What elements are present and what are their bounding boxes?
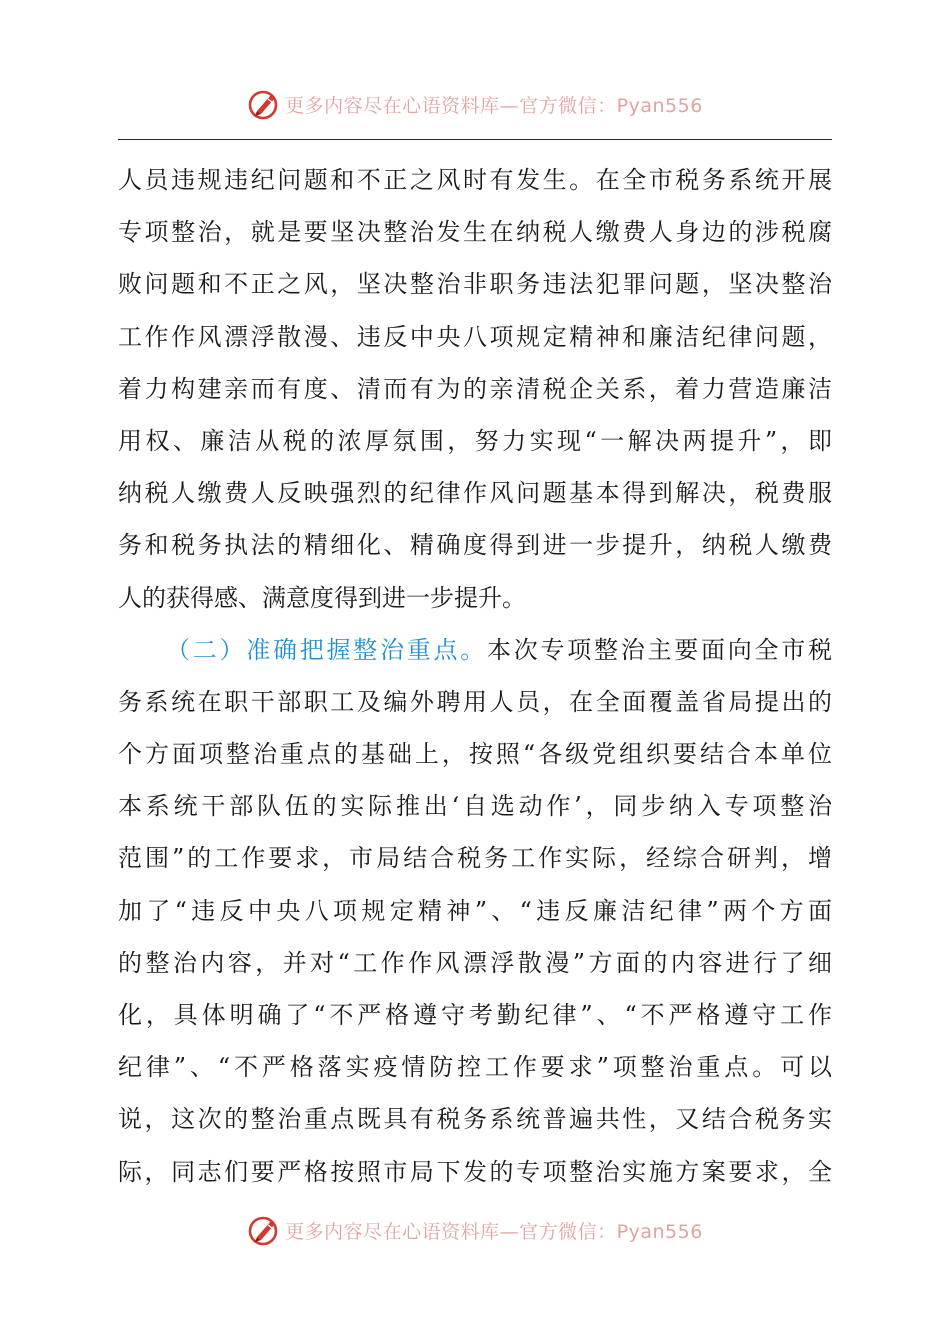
- text-line: 本系统干部队伍的实际推出‘自选动作’，同步纳入专项整治: [118, 792, 832, 821]
- text-line: 纪律”、“不严格落实疫情防控工作要求”项整治重点。可以: [118, 1053, 832, 1082]
- text-line: 个方面项整治重点的基础上，按照“各级党组织要结合本单位: [118, 740, 832, 769]
- pen-nib-logo-icon: [247, 87, 281, 121]
- wechat-id: Pyan556: [616, 1220, 703, 1243]
- text-line: 工作作风漂浮散漫、违反中央八项规定精神和廉洁纪律问题，: [118, 322, 832, 351]
- text-line: 用权、廉洁从税的浓厚氛围，努力实现“一解决两提升”，即: [118, 426, 832, 455]
- header-banner: [0, 84, 950, 124]
- footer-banner: [0, 1210, 950, 1250]
- text-line: 专项整治，就是要坚决整治发生在纳税人缴费人身边的涉税腐: [118, 218, 832, 247]
- text-line: 务和税务执法的精细化、精确度得到进一步提升，纳税人缴费: [118, 531, 832, 560]
- header-divider: [118, 139, 832, 140]
- text-line: 际，同志们要严格按照市局下发的专项整治实施方案要求，全: [118, 1157, 832, 1186]
- text-line: 人员违规违纪问题和不正之风时有发生。在全市税务系统开展: [118, 166, 832, 194]
- text-line: 务系统在职干部职工及编外聘用人员，在全面覆盖省局提出的: [118, 687, 832, 716]
- footer-banner-text: 更多内容尽在心语资料库—官方微信：Pyan556: [285, 1220, 703, 1243]
- pen-nib-logo-icon: [247, 1213, 281, 1247]
- text-line: 的整治内容，并对“工作作风漂浮散漫”方面的内容进行了细: [118, 948, 832, 977]
- wechat-id: Pyan556: [616, 94, 703, 117]
- section-heading: （二）准确把握整治重点。: [166, 635, 487, 664]
- text-line: 加了“违反中央八项规定精神”、“违反廉洁纪律”两个方面: [118, 896, 832, 925]
- text-line: 人的获得感、满意度得到进一步提升。: [118, 583, 526, 612]
- text-line: 纳税人缴费人反映强烈的纪律作风问题基本得到解决，税费服: [118, 479, 832, 508]
- heading-line-rest: 本次专项整治主要面向全市税: [487, 635, 832, 664]
- section-heading-line: [118, 624, 832, 676]
- text-line: 化，具体明确了“不严格遵守考勤纪律”、“不严格遵守工作: [118, 1001, 832, 1029]
- text-line: 说，这次的整治重点既具有税务系统普遍共性，又结合税务实: [118, 1105, 832, 1134]
- document-body: [118, 154, 832, 1198]
- text-line: 范围”的工作要求，市局结合税务工作实际，经综合研判，增: [118, 844, 832, 873]
- text-line: 着力构建亲而有度、清而有为的亲清税企关系，着力营造廉洁: [118, 374, 832, 403]
- text-line: 败问题和不正之风，坚决整治非职务违法犯罪问题，坚决整治: [118, 270, 832, 299]
- header-banner-text: 更多内容尽在心语资料库—官方微信：Pyan556: [285, 94, 703, 117]
